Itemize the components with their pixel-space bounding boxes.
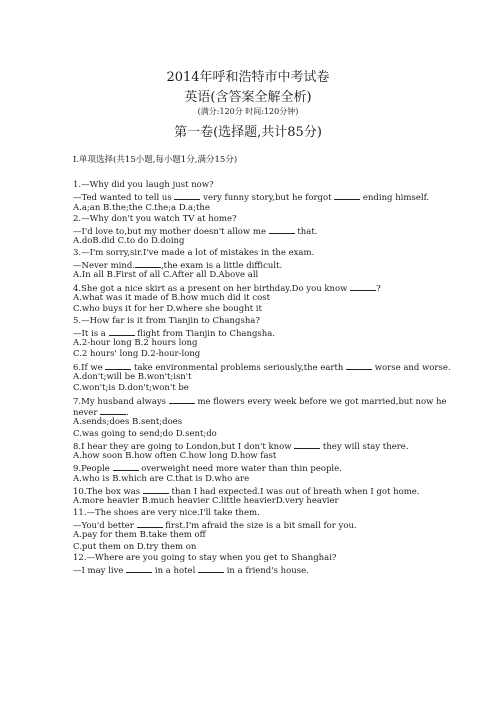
question-line (73, 236, 433, 247)
answer-blank (174, 191, 200, 200)
line-text: —I may live (73, 566, 127, 577)
answer-blank (169, 395, 195, 404)
line-text: A.what was it made of B.how much did it cost (73, 292, 271, 303)
question-line (73, 248, 433, 259)
line-text: C.who buys it for her D.where she bought it (73, 304, 262, 315)
line-text: C.put them on D.try them on (73, 541, 197, 552)
question-line (73, 270, 433, 281)
line-text: A.a;an B.the;the C.the;a D.a;the (73, 202, 210, 213)
question-line (73, 542, 433, 553)
question-line (73, 530, 433, 541)
question-line (73, 304, 433, 315)
question-line (73, 553, 433, 564)
line-text: 10.The box was (73, 487, 143, 498)
line-text: —I'd love to,but my mother doesn't allow me (73, 227, 269, 238)
line-text: 9.People (73, 464, 113, 475)
answer-blank (346, 361, 372, 370)
section-heading: Ⅰ.单项选择(共15小题,每小题1分,满分15分) (73, 155, 238, 165)
line-text: 5.—How far is it from Tianjin to Changsha? (73, 315, 260, 326)
exam-title: 2014年呼和浩特市中考试卷 (166, 70, 330, 85)
line-text: 1.—Why did you laugh just now? (73, 180, 214, 190)
question-line (73, 406, 433, 417)
answer-blank (100, 406, 126, 415)
question-line (73, 327, 433, 338)
line-text: —It is a (73, 328, 109, 339)
answer-blank (135, 259, 161, 268)
question-line (73, 282, 433, 293)
question-line (73, 508, 433, 519)
part-title: 第一卷(选择题,共计85分) (174, 125, 322, 140)
line-text: 4.She got a nice skirt as a present on her birthday.Do you know (73, 283, 351, 294)
line-text: . (126, 407, 129, 418)
question-line (73, 496, 433, 507)
question-line (73, 180, 433, 191)
line-text: 3.—I'm sorry,sir.I've made a lot of mistakes in the exam. (73, 247, 315, 258)
question-line (73, 564, 433, 575)
question-line (73, 417, 433, 428)
line-text: A.how soon B.how often C.how long D.how fast (73, 451, 277, 462)
line-text: —You'd better (73, 520, 137, 531)
line-text: —Ted wanted to tell us (73, 193, 175, 204)
line-text: 7.My husband always (73, 396, 169, 407)
question-line (73, 395, 447, 407)
answer-blank (198, 564, 224, 573)
answer-blank (113, 462, 139, 471)
answer-blank (105, 361, 131, 370)
question-line (73, 349, 433, 360)
line-text: me flowers every week before we got married,but now he (194, 396, 447, 407)
answer-blank (126, 564, 152, 573)
line-text: they will stay there. (320, 441, 409, 452)
line-text: A.don't;will be B.won't;isn't (73, 372, 192, 383)
question-line (73, 485, 433, 496)
question-line (73, 519, 433, 530)
line-text: 12.—Where are you going to stay when you get to Shanghai? (73, 552, 337, 563)
question-line (73, 372, 433, 383)
question-line (73, 203, 433, 214)
line-text: 11.—The shoes are very nice.I'll take them. (73, 507, 260, 518)
question-list (73, 180, 451, 577)
question-line (73, 361, 451, 373)
line-text: very funny story,but he forgot (200, 193, 335, 204)
line-text: —Never mind. (73, 261, 135, 272)
line-text: C.2 hours' long D.2-hour-long (73, 349, 201, 360)
answer-blank (294, 440, 320, 449)
line-text: A.pay for them B.take them off (73, 530, 206, 541)
question-line (73, 316, 433, 327)
line-text: than I had expected.I was out of breath when I got home. (168, 487, 420, 498)
exam-subtitle: 英语(含答案全解全析) (184, 90, 312, 105)
answer-blank (137, 519, 163, 528)
line-text: 6.If we (73, 362, 106, 373)
line-text: 2.—Why don't you watch TV at home? (73, 213, 237, 224)
line-text: A.sends;does B.sent;does (73, 417, 183, 428)
question-line (73, 191, 433, 202)
question-line (73, 338, 433, 349)
line-text: flight from Tianjin to Changsha. (134, 328, 276, 339)
line-text: A.In all B.First of all C.After all D.Above all (73, 270, 259, 281)
line-text: in a friend's house. (224, 566, 309, 577)
line-text: first.I'm afraid the size is a bit small for you. (162, 520, 357, 531)
line-text: that. (294, 227, 318, 238)
line-text: A.doB.did C.to do D.doing (73, 236, 185, 247)
answer-blank (334, 191, 360, 200)
question-line (73, 451, 433, 462)
question-line (73, 383, 433, 394)
question-line (73, 462, 433, 473)
answer-blank (143, 485, 169, 494)
line-text: worse and worse. (372, 362, 451, 373)
question-line (73, 214, 433, 225)
line-text: A.2-hour long B.2 hours long (73, 338, 198, 349)
line-text: ,the exam is a little difficult. (160, 261, 283, 272)
answer-blank (109, 327, 135, 336)
question-line (73, 474, 433, 485)
question-line (73, 429, 433, 440)
answer-blank (269, 225, 295, 234)
line-text: 8.I hear they are going to London,but I don't know (73, 441, 295, 452)
line-text: ? (376, 283, 381, 294)
line-text: A.more heavier B.much heavier C.little heavierD.very heavier (73, 496, 339, 507)
line-text: take environmental problems seriously,the earth (131, 362, 347, 373)
question-line (73, 440, 433, 451)
exam-meta: (满分:120分 时间:120分钟) (197, 107, 299, 116)
question-line (73, 293, 433, 304)
line-text: in a hotel (152, 566, 198, 577)
question-line (73, 225, 433, 236)
answer-blank (350, 282, 376, 291)
line-text: overweight need more water than thin people. (138, 464, 342, 475)
line-text: C.won't;is D.don't;won't be (73, 383, 189, 394)
line-text: A.who is B.which are C.that is D.who are (73, 473, 250, 484)
question-line (73, 259, 433, 270)
line-text: never (73, 407, 101, 418)
line-text: ending himself. (360, 193, 430, 204)
line-text: C.was going to send;do D.sent;do (73, 428, 217, 439)
